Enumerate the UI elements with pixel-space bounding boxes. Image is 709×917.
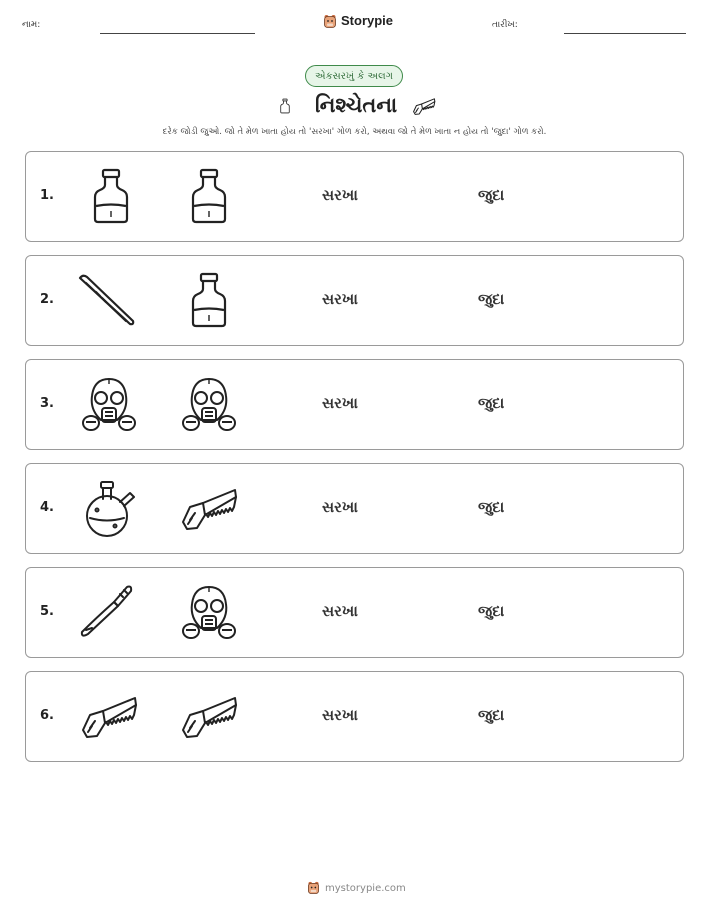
option-different[interactable]: જુદા <box>478 602 505 620</box>
option-different[interactable]: જુદા <box>478 186 505 204</box>
question-card-5 <box>25 567 684 658</box>
option-different[interactable]: જુદા <box>478 706 505 724</box>
option-same[interactable]: સરખા <box>322 602 358 620</box>
saw-icon <box>408 94 440 122</box>
round-flask-icon <box>79 478 139 538</box>
page-title: નિશ્ચેતના <box>315 93 398 117</box>
brand-name: Storypie <box>341 13 394 28</box>
instruction-text: દરેક જોડી જુઓ. જો તે મેળ ખાતા હોય તો 'સરખા' ગોળ કરો, અથવા જો તે મેળ ખાતા ન હોય તો 'જુદા' ગોળ કરો. <box>162 127 547 137</box>
footer-url[interactable]: mystorypie.com <box>325 883 406 894</box>
bottle-icon <box>277 92 293 124</box>
title-row <box>0 90 709 122</box>
saw-icon <box>179 686 239 746</box>
brand <box>323 13 393 28</box>
question-card-1 <box>25 151 684 242</box>
gas-mask-icon <box>79 374 139 434</box>
tweezers-icon <box>76 270 136 330</box>
option-different[interactable]: જુદા <box>478 290 505 308</box>
option-different[interactable]: જુદા <box>478 394 505 412</box>
question-number: 1. <box>40 188 54 203</box>
saw-icon <box>79 686 139 746</box>
gas-mask-icon <box>179 582 239 642</box>
gas-mask-icon <box>179 374 239 434</box>
option-same[interactable]: સરખા <box>322 394 358 412</box>
name-line <box>100 33 255 34</box>
option-same[interactable]: સરખા <box>322 706 358 724</box>
option-different[interactable]: જુદા <box>478 498 505 516</box>
question-number: 5. <box>40 604 54 619</box>
name-label: નામ: <box>22 20 41 30</box>
bottle-icon <box>179 270 239 330</box>
storypie-logo-icon <box>307 879 320 898</box>
question-number: 6. <box>40 708 54 723</box>
footer <box>307 879 406 898</box>
storypie-logo-icon <box>323 14 337 28</box>
option-same[interactable]: સરખા <box>322 498 358 516</box>
bottle-icon <box>81 166 141 226</box>
date-label: તારીખ: <box>492 20 518 30</box>
date-line <box>564 33 686 34</box>
option-same[interactable]: સરખા <box>322 290 358 308</box>
worksheet-type-badge: એકસરખું કે અલગ <box>305 65 403 87</box>
bottle-icon <box>179 166 239 226</box>
question-number: 2. <box>40 292 54 307</box>
question-card-2 <box>25 255 684 346</box>
question-card-3 <box>25 359 684 450</box>
saw-icon <box>179 478 239 538</box>
question-number: 4. <box>40 500 54 515</box>
question-number: 3. <box>40 396 54 411</box>
option-same[interactable]: સરખા <box>322 186 358 204</box>
scalpel-icon <box>76 582 136 642</box>
question-card-4 <box>25 463 684 554</box>
question-card-6 <box>25 671 684 762</box>
